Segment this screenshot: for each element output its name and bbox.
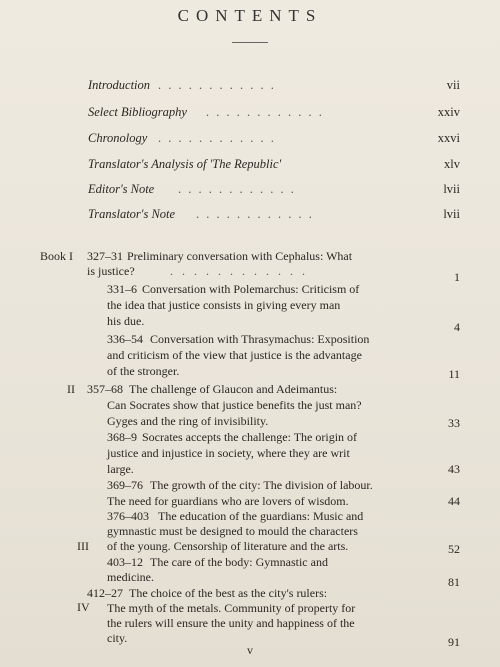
entry-text: Gyges and the ring of invisibility. — [107, 414, 269, 428]
toc-page: xlv — [444, 157, 460, 171]
toc-dots: . . . . . . . . . . . . — [158, 131, 276, 145]
entry-text: gymnastic must be designed to mould the characters — [107, 524, 358, 538]
entry-text: The myth of the metals. Community of property for — [107, 601, 356, 615]
toc-row-introduction — [88, 78, 460, 98]
entry-text: The challenge of Glaucon and Adeimantus: — [129, 382, 338, 396]
toc-page: vii — [446, 78, 460, 92]
entry-page: 1 — [454, 270, 460, 284]
toc-label: Chronology — [88, 131, 148, 145]
entry-text: his due. — [107, 314, 145, 328]
toc-label: Translator's Analysis of 'The Republic' — [88, 157, 282, 171]
toc-row-editors-note — [88, 182, 460, 202]
toc-dots: . . . . . . . . . . . . — [158, 78, 276, 92]
entry-text: Can Socrates show that justice benefits the just man? — [107, 398, 362, 412]
entry-text: Conversation with Thrasymachus: Exposition — [150, 332, 370, 346]
entry-page: 11 — [448, 367, 460, 381]
toc-page: lvii — [443, 207, 460, 221]
entry-range: 331–6 — [107, 282, 137, 296]
entry-text: of the young. Censorship of literature and the arts. — [107, 539, 349, 553]
entry-text: The growth of the city: The division of labour. — [150, 478, 373, 492]
toc-page: lvii — [443, 182, 460, 196]
book-label-4: IV — [77, 600, 90, 614]
entry-text: Preliminary conversation with Cephalus: What — [127, 249, 353, 263]
entry-page: 43 — [448, 462, 460, 476]
entry-range: 327–31 — [87, 249, 123, 263]
entry-page: 33 — [448, 416, 460, 430]
toc-row-bibliography — [88, 105, 460, 125]
toc-label: Translator's Note — [88, 207, 176, 221]
entry-text: large. — [107, 462, 134, 476]
entry-range: 403–12 — [107, 555, 143, 569]
toc-label: Select Bibliography — [88, 105, 187, 119]
toc-dots: . . . . . . . . . . . . — [196, 207, 314, 221]
entry-text: city. — [107, 631, 128, 645]
entry-page: 91 — [448, 635, 460, 649]
entry-range: 376–403 — [107, 509, 149, 523]
entry-dots: . . . . . . . . . . . . — [170, 264, 308, 278]
entry-text: The choice of the best as the city's rulers: — [129, 586, 328, 600]
entry-range: 336–54 — [107, 332, 143, 346]
entry-text: is justice? — [87, 264, 135, 278]
entry-page: 81 — [448, 575, 460, 589]
title-rule — [232, 42, 268, 43]
toc-row-chronology — [88, 131, 460, 151]
entry-text: and criticism of the view that justice is the advantage — [107, 348, 362, 362]
book-label-1: Book I — [40, 249, 73, 263]
entry-text: the rulers will ensure the unity and happiness of the — [107, 616, 355, 630]
toc-page: xxiv — [437, 105, 460, 119]
toc-row-analysis — [88, 157, 460, 177]
entry-text: The education of the guardians: Music and — [158, 509, 364, 523]
entry-text: medicine. — [107, 570, 154, 584]
entry-text: Conversation with Polemarchus: Criticism of — [142, 282, 360, 296]
entry-text: The need for guardians who are lovers of wisdom. — [107, 494, 349, 508]
entry-text: The care of the body: Gymnastic and — [150, 555, 328, 569]
book-label-3: III — [77, 539, 89, 553]
entry-page: 4 — [454, 320, 460, 334]
entry-range: 357–68 — [87, 382, 123, 396]
entry-page: 52 — [448, 542, 460, 556]
page-number-footer: v — [247, 643, 253, 657]
toc-row-translators-note — [88, 207, 460, 227]
entry-text: Socrates accepts the challenge: The origin of — [142, 430, 358, 444]
toc-dots: . . . . . . . . . . . . — [178, 182, 296, 196]
entry-range: 369–76 — [107, 478, 143, 492]
entry-text: justice and injustice in society, where they are writ — [107, 446, 350, 460]
book-label-2: II — [67, 382, 75, 396]
entry-range: 368–9 — [107, 430, 137, 444]
entry-text: the idea that justice consists in giving every man — [107, 298, 341, 312]
entry-text: of the stronger. — [107, 364, 180, 378]
page-title: CONTENTS — [177, 6, 323, 25]
toc-dots: . . . . . . . . . . . . — [206, 105, 324, 119]
toc-label: Editor's Note — [88, 182, 155, 196]
entry-page: 44 — [448, 494, 460, 508]
entry-range: 412–27 — [87, 586, 123, 600]
toc-label: Introduction — [88, 78, 151, 92]
toc-page: xxvi — [437, 131, 460, 145]
